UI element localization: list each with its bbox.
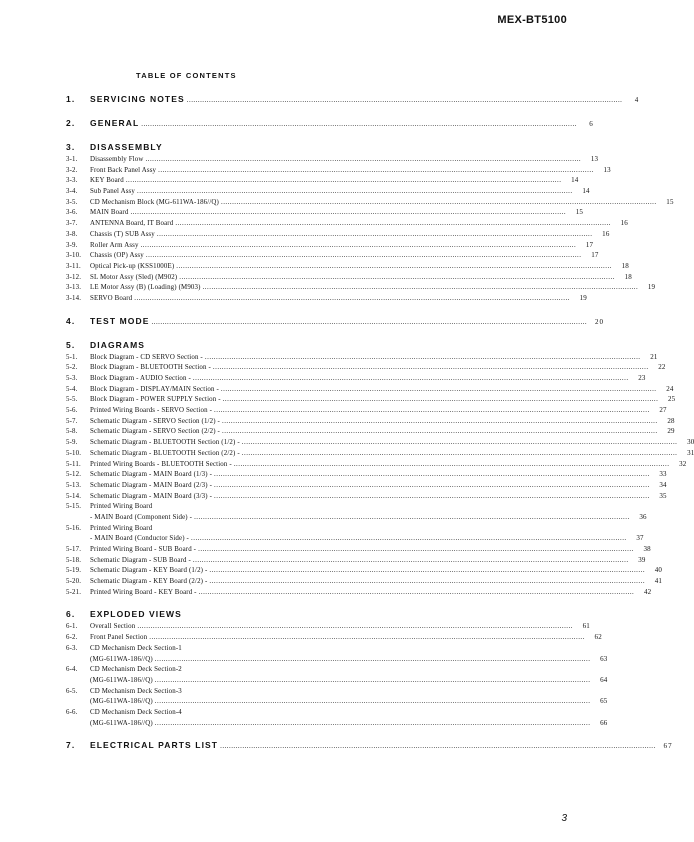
toc-section xyxy=(66,140,674,305)
entry-number: 3-10. xyxy=(66,252,82,260)
entry-number: 3-8. xyxy=(66,230,78,238)
entry-title: Overall Section xyxy=(90,623,136,631)
section-title: SERVICING NOTES xyxy=(90,94,185,104)
entry-number: 5-10. xyxy=(66,449,82,457)
dot-leader xyxy=(242,439,678,446)
dot-leader xyxy=(223,396,659,403)
section-title: TEST MODE xyxy=(90,315,150,326)
section-number: 2. xyxy=(66,118,76,128)
entry-number: 5-5. xyxy=(66,396,78,404)
entry-title: (MG-611WA-186//Q) xyxy=(90,676,153,684)
entry-number: 6-3. xyxy=(66,644,78,652)
entry-number: 5-11. xyxy=(66,460,81,468)
toc-entry[interactable] xyxy=(66,155,599,166)
entry-page: 35 xyxy=(659,491,667,500)
toc-entry[interactable] xyxy=(66,555,646,567)
entry-title: Schematic Diagram - KEY Board (1/2) - xyxy=(90,567,208,575)
entry-number: 6-2. xyxy=(66,634,78,642)
entry-number: 3-12. xyxy=(66,273,82,281)
toc-entry[interactable] xyxy=(66,718,608,730)
entry-page: 18 xyxy=(621,261,629,270)
entry-page: 21 xyxy=(650,352,658,361)
entry-number: 5-1. xyxy=(66,353,78,361)
dot-leader xyxy=(199,589,635,596)
entry-title: ANTENNA Board, IT Board xyxy=(90,220,174,228)
entry-page: 15 xyxy=(575,208,584,217)
entry-title: Chassis (OP) Assy xyxy=(90,252,144,260)
toc-entry[interactable] xyxy=(66,644,306,655)
toc-entry[interactable] xyxy=(66,545,651,556)
dot-leader xyxy=(141,121,577,128)
entry-number: 5-4. xyxy=(66,385,78,393)
toc-entry[interactable] xyxy=(66,165,611,177)
entry-number: 5-9. xyxy=(66,439,78,447)
entry-page: 64 xyxy=(600,675,608,684)
toc-entry[interactable] xyxy=(66,363,666,374)
entry-title: CD Mechanism Deck Section-2 xyxy=(90,666,182,674)
dot-leader xyxy=(221,199,657,206)
section-number: 1. xyxy=(66,94,76,104)
dot-leader xyxy=(222,418,658,425)
entry-number: 5-6. xyxy=(66,407,78,415)
dot-leader xyxy=(214,471,650,478)
toc-entry[interactable] xyxy=(66,534,644,545)
toc-entry[interactable] xyxy=(66,283,656,294)
dot-leader xyxy=(175,220,611,227)
entry-page: 16 xyxy=(620,219,628,228)
section-title: GENERAL xyxy=(90,118,140,128)
entry-title: Block Diagram - CD SERVO Section - xyxy=(90,353,203,361)
section-page: 67 xyxy=(663,742,673,751)
toc-entry[interactable] xyxy=(66,654,608,666)
entry-number: 3-2. xyxy=(66,166,78,174)
entry-page: 19 xyxy=(579,293,587,302)
toc-entry[interactable] xyxy=(66,687,306,698)
dot-leader xyxy=(214,482,650,489)
entry-title: SERVO Board xyxy=(90,294,133,302)
dot-leader xyxy=(157,231,593,238)
entry-title: Schematic Diagram - MAIN Board (3/3) - xyxy=(90,492,213,500)
entry-page: 30 xyxy=(687,438,694,447)
entry-title: Sub Panel Assy xyxy=(90,188,135,196)
entry-title: Block Diagram - DISPLAY/MAIN Section - xyxy=(90,385,219,393)
toc-entry[interactable] xyxy=(66,384,674,396)
toc-entry[interactable] xyxy=(66,470,667,481)
entry-number: 6-1. xyxy=(66,623,78,631)
entry-number: 3-14. xyxy=(66,294,82,302)
entry-number: 3-13. xyxy=(66,284,82,292)
entry-number: 3-9. xyxy=(66,241,78,249)
entry-number: 6-6. xyxy=(66,708,78,716)
dot-leader xyxy=(152,319,588,326)
entry-page: 13 xyxy=(590,155,599,163)
toc-entry[interactable] xyxy=(66,502,306,513)
dot-leader xyxy=(155,698,591,705)
entry-page: 63 xyxy=(600,654,608,663)
entry-title: Optical Pick-up (KSS1000E) xyxy=(90,262,175,270)
section-title: DISASSEMBLY xyxy=(90,142,163,152)
entry-title: Printed Wiring Board xyxy=(90,524,153,532)
entry-title: - MAIN Board (Component Side) - xyxy=(90,513,193,521)
entry-title: SL Motor Assy (Sled) (M902) xyxy=(90,273,178,281)
entry-title: CD Mechanism Deck Section-1 xyxy=(90,644,182,652)
entry-number: 6-4. xyxy=(66,666,78,674)
section-title: EXPLODED VIEWS xyxy=(90,609,182,620)
entry-number: 5-7. xyxy=(66,417,78,425)
entry-title: (MG-611WA-186//Q) xyxy=(90,655,153,663)
entry-title: Schematic Diagram - MAIN Board (1/3) - xyxy=(90,471,213,479)
dot-leader xyxy=(234,461,670,468)
entry-number: 3-7. xyxy=(66,220,78,228)
dot-leader xyxy=(222,428,658,435)
entry-number: 5-21. xyxy=(66,588,82,596)
dot-leader xyxy=(214,493,650,500)
toc-section xyxy=(66,116,594,131)
toc-entry[interactable] xyxy=(66,240,594,252)
entry-page: 18 xyxy=(624,272,632,281)
entry-number: 5-8. xyxy=(66,428,78,436)
entry-title: Chassis (T) SUB Assy xyxy=(90,230,155,238)
entry-page: 24 xyxy=(666,384,674,393)
toc-entry[interactable] xyxy=(66,633,602,644)
entry-title: Front Back Panel Assy xyxy=(90,166,157,174)
dot-leader xyxy=(155,720,591,727)
dot-leader xyxy=(146,156,582,163)
toc-section xyxy=(66,338,694,599)
entry-number: 3-1. xyxy=(66,156,78,163)
toc-entry[interactable] xyxy=(66,491,667,503)
dot-leader xyxy=(149,634,585,641)
entry-page: 19 xyxy=(647,283,656,292)
entry-page: 25 xyxy=(668,395,676,404)
entry-page: 40 xyxy=(654,566,663,575)
dot-leader xyxy=(155,656,591,663)
entry-title: Block Diagram - BLUETOOTH Section - xyxy=(90,364,211,372)
toc-entry[interactable] xyxy=(66,708,306,719)
entry-number: 5-14. xyxy=(66,492,82,500)
entry-title: Printed Wiring Board xyxy=(90,503,153,511)
entry-number: 3-4. xyxy=(66,188,78,196)
section-page: 20 xyxy=(594,317,605,326)
entry-page: 33 xyxy=(659,470,667,479)
entry-title: Block Diagram - AUDIO Section - xyxy=(90,375,191,382)
section-title: ELECTRICAL PARTS LIST xyxy=(90,740,219,751)
entry-page: 41 xyxy=(654,577,663,586)
table-of-contents xyxy=(66,92,694,753)
toc-entry[interactable] xyxy=(66,187,590,198)
toc-entry[interactable] xyxy=(66,219,628,230)
entry-page: 36 xyxy=(639,512,647,521)
entry-title: KEY Board xyxy=(90,177,124,185)
entry-page: 42 xyxy=(643,587,652,596)
dot-leader xyxy=(146,252,582,259)
toc-entry[interactable] xyxy=(66,251,599,262)
toc-entry[interactable] xyxy=(66,438,694,449)
entry-number: 5-18. xyxy=(66,556,82,564)
entry-number: 5-16. xyxy=(66,524,82,532)
model-number: MEX-BT5100 xyxy=(497,14,567,26)
entry-page: 13 xyxy=(603,165,611,174)
section-number: 7. xyxy=(66,740,76,751)
dot-leader xyxy=(214,407,650,414)
toc-entry[interactable] xyxy=(66,176,579,187)
entry-page: 16 xyxy=(602,229,610,238)
entry-page: 31 xyxy=(687,448,694,457)
entry-number: 5-19. xyxy=(66,567,82,575)
toc-entry[interactable] xyxy=(66,293,587,305)
entry-number: 5-17. xyxy=(66,546,82,553)
toc-entry[interactable] xyxy=(66,577,663,588)
toc-entry[interactable] xyxy=(66,427,675,438)
entry-title: LE Motor Assy (B) (Loading) (M903) xyxy=(90,284,201,292)
dot-leader xyxy=(209,578,645,585)
entry-page: 14 xyxy=(571,176,579,185)
entry-number: 5-2. xyxy=(66,364,78,372)
entry-page: 14 xyxy=(582,187,590,196)
dot-leader xyxy=(209,567,645,574)
dot-leader xyxy=(137,623,573,630)
toc-entry[interactable] xyxy=(66,512,647,524)
entry-title: Schematic Diagram - BLUETOOTH Section (1/2) - xyxy=(90,439,240,447)
entry-number: 3-6. xyxy=(66,209,78,217)
toc-entry[interactable] xyxy=(66,697,608,708)
dot-leader xyxy=(221,386,657,393)
entry-number: 6-5. xyxy=(66,687,78,695)
entry-page: 37 xyxy=(636,534,644,543)
toc-entry[interactable] xyxy=(66,459,687,471)
toc-section-heading[interactable] xyxy=(66,116,594,131)
entry-page: 17 xyxy=(585,240,594,249)
entry-number: 5-3. xyxy=(66,375,78,382)
entry-page: 23 xyxy=(638,374,646,382)
entry-number: 5-13. xyxy=(66,481,82,489)
dot-leader xyxy=(205,354,641,361)
entry-page: 65 xyxy=(600,697,608,706)
toc-entry[interactable] xyxy=(66,480,667,492)
entry-page: 34 xyxy=(659,480,667,489)
entry-page: 39 xyxy=(638,555,646,564)
toc-entry[interactable] xyxy=(66,665,306,676)
entry-number: 3-5. xyxy=(66,198,78,206)
dot-leader xyxy=(141,242,577,249)
entry-page: 66 xyxy=(600,718,608,727)
dot-leader xyxy=(176,263,612,270)
section-page: 6 xyxy=(589,120,594,128)
toc-section-heading[interactable] xyxy=(66,314,605,329)
entry-title: (MG-611WA-186//Q) xyxy=(90,698,153,706)
entry-page: 29 xyxy=(667,427,675,436)
section-number: 6. xyxy=(66,609,76,620)
toc-entry[interactable] xyxy=(66,416,675,428)
dot-leader xyxy=(198,546,634,553)
toc-entry[interactable] xyxy=(66,374,646,385)
toc-section xyxy=(66,738,673,753)
section-number: 4. xyxy=(66,315,76,326)
toc-entry[interactable] xyxy=(66,448,694,460)
entry-title: Printed Wiring Boards - SERVO Section - xyxy=(90,407,213,415)
section-title: DIAGRAMS xyxy=(90,339,146,350)
dot-leader xyxy=(179,274,615,281)
toc-entry[interactable] xyxy=(66,587,652,599)
entry-title: Schematic Diagram - SUB Board - xyxy=(90,556,191,564)
entry-page: 15 xyxy=(666,197,674,206)
toc-section-heading[interactable] xyxy=(66,338,306,353)
dot-leader xyxy=(134,295,570,302)
entry-title: - MAIN Board (Conductor Side) - xyxy=(90,535,189,543)
entry-page: 17 xyxy=(591,251,599,260)
entry-title: CD Mechanism Deck Section-4 xyxy=(90,708,182,716)
dot-leader xyxy=(220,743,656,750)
toc-entry[interactable] xyxy=(66,197,674,209)
toc-entry[interactable] xyxy=(66,524,306,535)
entry-number: 3-3. xyxy=(66,177,78,185)
entry-page: 28 xyxy=(667,416,675,425)
section-number: 5. xyxy=(66,339,76,350)
entry-page: 62 xyxy=(594,633,602,642)
entry-title: CD Mechanism Deck Section-3 xyxy=(90,687,182,695)
entry-title: Disassembly Flow xyxy=(90,156,144,163)
dot-leader xyxy=(203,284,639,291)
entry-title: Front Panel Section xyxy=(90,634,148,642)
dot-leader xyxy=(191,535,627,542)
entry-page: 32 xyxy=(679,459,687,468)
entry-title: MAIN Board xyxy=(90,209,129,217)
dot-leader xyxy=(193,557,629,564)
toc-section-heading[interactable] xyxy=(66,607,306,622)
dot-leader xyxy=(137,188,573,195)
entry-title: (MG-611WA-186//Q) xyxy=(90,719,153,727)
entry-title: Schematic Diagram - MAIN Board (2/3) - xyxy=(90,481,213,489)
entry-number: 5-20. xyxy=(66,578,82,586)
entry-title: Printed Wiring Board - SUB Board - xyxy=(90,546,197,553)
toc-entry[interactable] xyxy=(66,566,663,577)
entry-page: 38 xyxy=(643,545,651,553)
toc-section-heading[interactable] xyxy=(66,92,640,107)
entry-number: 3-11. xyxy=(66,262,81,270)
toc-entry[interactable] xyxy=(66,208,584,219)
toc-section xyxy=(66,607,608,729)
toc-section-heading[interactable] xyxy=(66,140,306,155)
toc-section-heading[interactable] xyxy=(66,738,673,753)
entry-page: 61 xyxy=(582,622,590,631)
dot-leader xyxy=(155,677,591,684)
toc-title: TABLE OF CONTENTS xyxy=(136,71,237,80)
entry-title: Printed Wiring Board - KEY Board - xyxy=(90,588,197,596)
entry-page: 27 xyxy=(659,406,667,415)
dot-leader xyxy=(126,177,562,184)
dot-leader xyxy=(194,514,630,521)
toc-entry[interactable] xyxy=(66,352,658,364)
entry-page: 22 xyxy=(658,363,666,372)
entry-title: Block Diagram - POWER SUPPLY Section - xyxy=(90,396,221,404)
toc-entry[interactable] xyxy=(66,406,667,417)
dot-leader xyxy=(187,97,623,104)
toc-entry[interactable] xyxy=(66,622,590,633)
entry-title: Printed Wiring Boards - BLUETOOTH Section - xyxy=(90,460,232,468)
dot-leader xyxy=(130,209,566,216)
toc-entry[interactable] xyxy=(66,261,629,273)
toc-section xyxy=(66,92,640,107)
entry-title: Schematic Diagram - KEY Board (2/2) - xyxy=(90,578,208,586)
dot-leader xyxy=(213,364,649,371)
toc-entry[interactable] xyxy=(66,675,608,687)
dot-leader xyxy=(158,167,594,174)
toc-section xyxy=(66,314,605,329)
toc-entry[interactable] xyxy=(66,395,676,406)
entry-number: 5-12. xyxy=(66,471,82,479)
entry-title: Schematic Diagram - SERVO Section (1/2) - xyxy=(90,417,220,425)
entry-title: CD Mechanism Block (MG-611WA-186//Q) xyxy=(90,198,219,206)
section-number: 3. xyxy=(66,142,76,152)
dot-leader xyxy=(193,375,629,382)
toc-entry[interactable] xyxy=(66,272,632,284)
entry-title: Schematic Diagram - BLUETOOTH Section (2/2) - xyxy=(90,449,240,457)
page-number: 3 xyxy=(561,813,567,824)
entry-title: Roller Arm Assy xyxy=(90,241,139,249)
dot-leader xyxy=(242,450,678,457)
entry-title: Schematic Diagram - SERVO Section (2/2) - xyxy=(90,428,220,436)
entry-number: 5-15. xyxy=(66,503,82,511)
section-page: 4 xyxy=(634,96,640,104)
toc-entry[interactable] xyxy=(66,229,610,241)
